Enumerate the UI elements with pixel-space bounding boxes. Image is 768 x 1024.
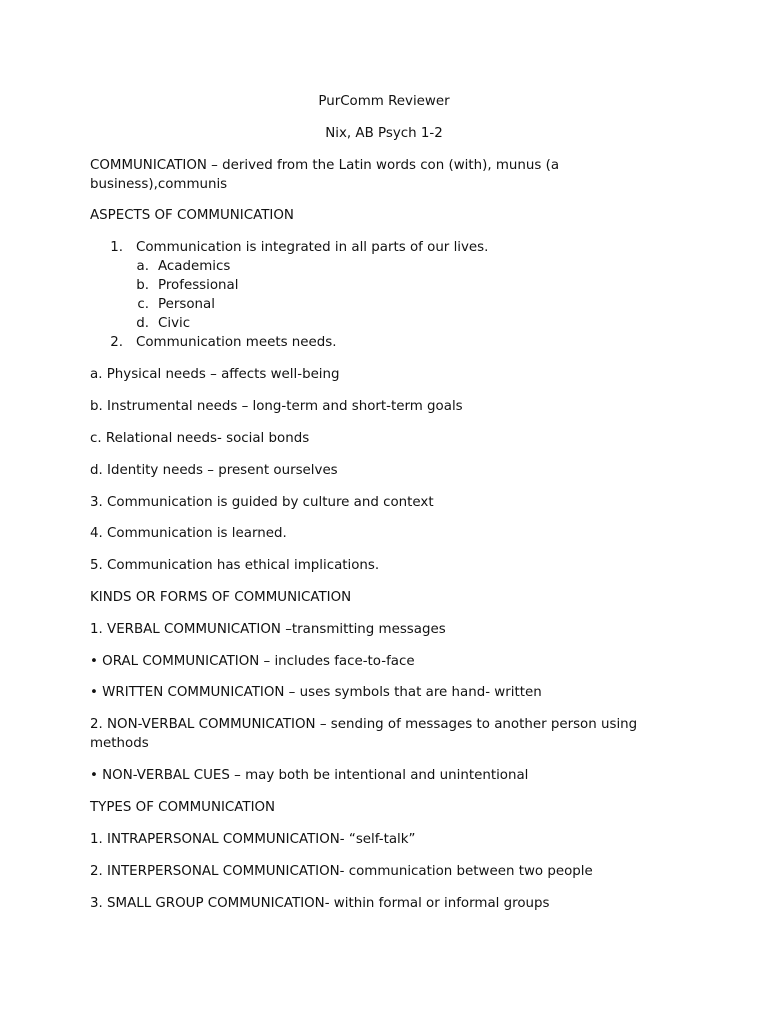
author-line: Nix, AB Psych 1-2 xyxy=(325,126,443,141)
document-title: PurComm Reviewer xyxy=(318,94,450,109)
need-item: a. Physical needs – affects well-being xyxy=(90,367,340,382)
need-item: c. Relational needs- social bonds xyxy=(90,431,310,446)
aspect-item: 3. Communication is guided by culture and context xyxy=(90,495,434,510)
nonverbal-line-2: methods xyxy=(90,736,149,751)
verbal-communication: 1. VERBAL COMMUNICATION –transmitting messages xyxy=(90,622,446,637)
need-item: b. Instrumental needs – long-term and short-term goals xyxy=(90,399,463,414)
oral-communication: • ORAL COMMUNICATION – includes face-to-face xyxy=(90,654,415,669)
aspects-heading: ASPECTS OF COMMUNICATION xyxy=(90,208,294,223)
aspect-item: 5. Communication has ethical implications. xyxy=(90,558,380,573)
definition-line-1: COMMUNICATION – derived from the Latin words con (with), munus (a xyxy=(90,158,560,173)
sub-label: b. xyxy=(136,278,149,293)
list-item: Communication is integrated in all parts of our lives. xyxy=(136,240,489,255)
list-number: 2. xyxy=(110,335,123,350)
kinds-heading: KINDS OR FORMS OF COMMUNICATION xyxy=(90,590,352,605)
nonverbal-cues: • NON-VERBAL CUES – may both be intentional and unintentional xyxy=(90,768,529,783)
sub-item: Civic xyxy=(158,316,191,331)
types-heading: TYPES OF COMMUNICATION xyxy=(90,800,276,815)
sub-label: d. xyxy=(136,316,149,331)
definition-line-2: business),communis xyxy=(90,177,228,192)
list-number: 1. xyxy=(110,240,123,255)
sub-item: Academics xyxy=(158,259,231,274)
written-communication: • WRITTEN COMMUNICATION – uses symbols that are hand- written xyxy=(90,685,542,700)
nonverbal-line-1: 2. NON-VERBAL COMMUNICATION – sending of messages to another person using xyxy=(90,717,638,732)
sub-item: Professional xyxy=(158,278,239,293)
type-item: 2. INTERPERSONAL COMMUNICATION- communication between two people xyxy=(90,864,593,879)
sub-label: a. xyxy=(136,259,149,274)
sub-label: c. xyxy=(137,297,149,312)
sub-item: Personal xyxy=(158,297,215,312)
type-item: 1. INTRAPERSONAL COMMUNICATION- “self-talk” xyxy=(90,832,416,847)
list-item: Communication meets needs. xyxy=(136,335,337,350)
aspect-item: 4. Communication is learned. xyxy=(90,526,287,541)
type-item: 3. SMALL GROUP COMMUNICATION- within formal or informal groups xyxy=(90,896,550,911)
need-item: d. Identity needs – present ourselves xyxy=(90,463,338,478)
